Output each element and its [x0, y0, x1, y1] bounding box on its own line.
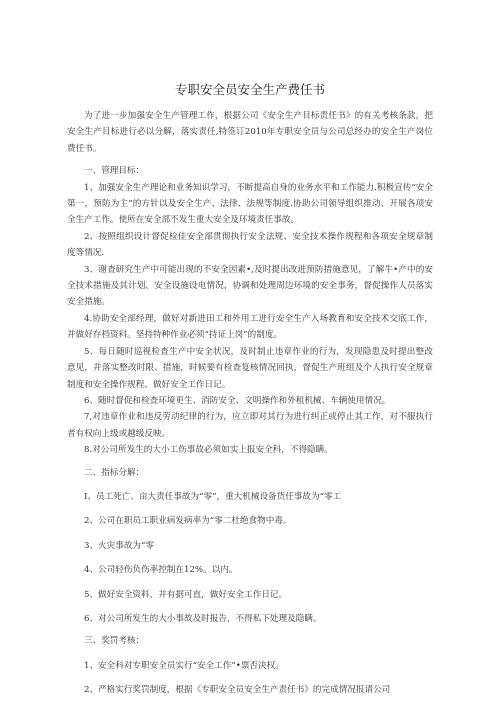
- management-goal-item: 5、每日随时巡视检查生产中安全状况，及时制止违章作业的行为，发现隐患及时提出整改意见，并落实整改时限、措施，时候要有检查复核情况回执，督促生产班组及个人执行安全规章制度和安全操作规程。做好安全工作日记。: [67, 346, 433, 390]
- management-goal-item: 3、谢查研究生产中可能出现的不安全因素•,及时提出改进预防措施意见，了解牛•产中的安全技术措施及其计划，安全设施设电情况，协调和处理周边环境的安全事务，督促操作人员落实安全措施。: [67, 264, 433, 308]
- indicator-item: I、员工死亡、亩大责任事故为“零”，重大机械设备货任事故为“零工: [84, 491, 342, 502]
- management-goal-item: 1、加强安全生产理论和业务知识学习，不断提高自身的业务水平和工作能力.积极宣传“安全第一，预防为主”的方针以及安全生产、法律、法规等制度.协助公司领导组织推动、开展各项安全生产工作。使所在安全部不发生重大安全及环境责任事故。: [67, 182, 433, 226]
- section-heading-rewards-penalties: 三、奖罚考核：: [84, 636, 145, 647]
- reward-penalty-item: 2、严格实行奖罚制度，根据《专职安全员安全生产责任书》的完成情况报请公司: [84, 685, 391, 696]
- section-heading-indicator-breakdown: 二、指标分解：: [84, 467, 145, 478]
- indicator-item: 5、做好安全资料，并有据可直，做好安全工作日记。: [84, 589, 288, 600]
- indicator-item: 2、公司在职员工职业病发病率为“零二杜绝食物中毒。: [84, 516, 292, 527]
- indicator-item: 6、对公司所发生的大小事故及时报告，不得私下处理及隐瞒。: [84, 613, 322, 624]
- indicator-item: 3、火灾事故为“零: [84, 540, 155, 551]
- management-goal-item: 4.协助安全部经理，做好对新进田工和外用工进行安全生产入场教育和安全技术交底工作，并做好存档资料。坚持特种作业必须“持证上岗”的制度。: [67, 313, 433, 341]
- section-heading-management-goals: 一、管理目标：: [84, 166, 145, 177]
- management-goal-item: 8.对公司所发生的大小工伤事故必须如实上报安全科，不得隐瞒。: [84, 445, 333, 456]
- management-goal-item: 2、按照组织设计督促检佳安全部贯彻执行安全法规、安全技术操作规程和各项安全规章制度等情况.: [67, 231, 433, 259]
- document-title: 专职安全员安全生产费任书: [174, 82, 325, 97]
- intro-paragraph: 为了进一步加强安全生产管理工作，根据公司《安全生产目标责任书》的有关考核条款，把安全生产目标进行必以分解，落实责任,特签订2010年专职安全员与公司总经办的安全生产岗位费任书。: [67, 111, 433, 154]
- management-goal-item: 6、随时督促和检查环境更生、消防安全、文明操作和外租机械、车辆使用情况。: [84, 395, 391, 406]
- management-goal-item: 7,对违章作业和违反劳动纪律的行为，应立即对其行为进行纠正或停止其工作，对不服执行者有权向上级或越级反映。: [67, 412, 433, 439]
- document-body: [67, 108, 433, 699]
- reward-penalty-item: 1、安全科对专职安全员实行“安全工作”•票否决权。: [84, 660, 284, 671]
- indicator-item: 4、公司轻伤负伤率控制在12%。以内。: [84, 565, 238, 576]
